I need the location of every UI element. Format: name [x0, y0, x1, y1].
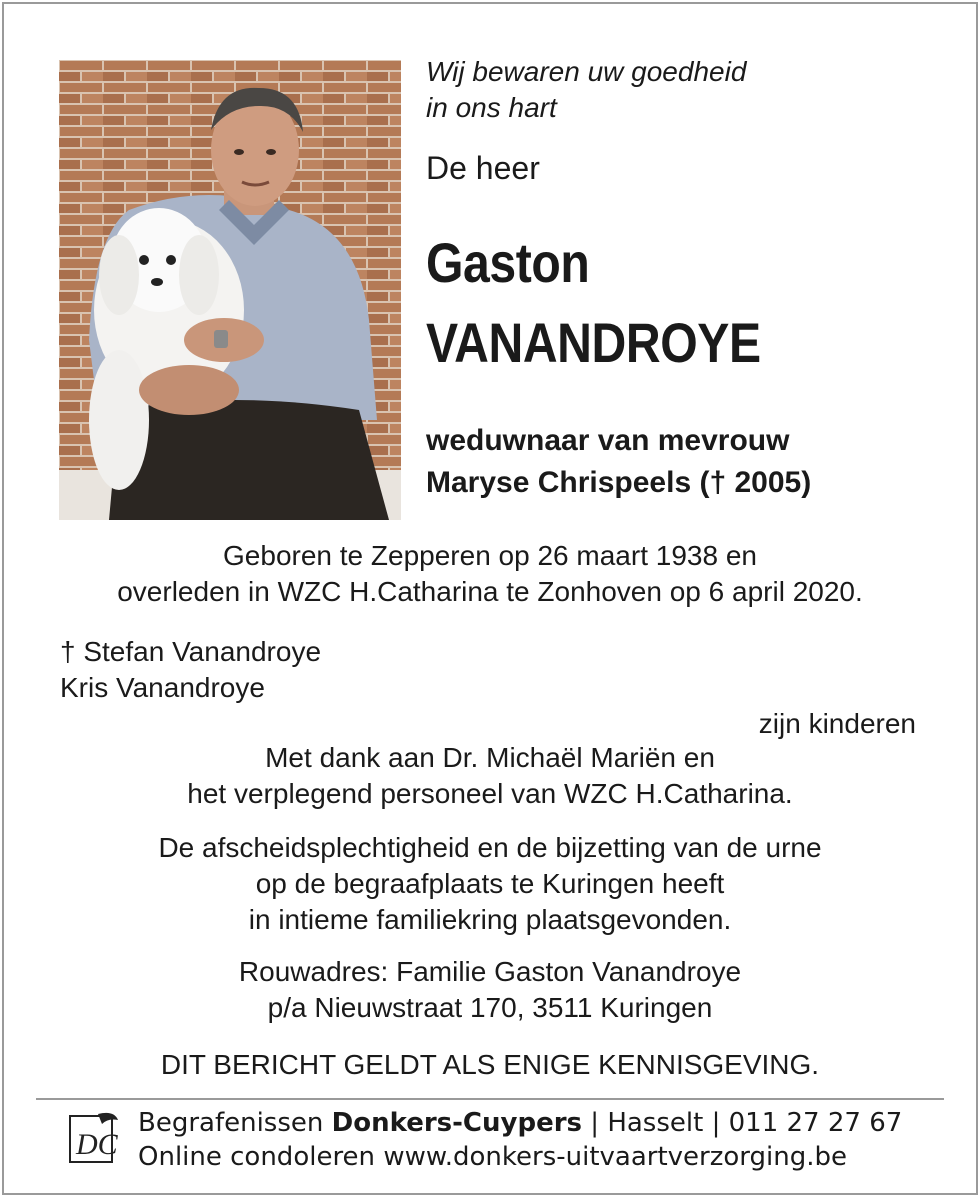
ceremony-line-3: in intieme familiekring plaatsgevonden. — [248, 904, 732, 935]
portrait-photo — [59, 60, 401, 520]
death-line: overleden in WZC H.Catharina te Zonhoven op 6 april 2020. — [117, 576, 863, 607]
honorific: De heer — [426, 150, 540, 186]
widower-line-2: Maryse Chrispeels († 2005) — [426, 466, 812, 499]
deceased-first-name: Gaston — [426, 231, 590, 294]
footer-prefix: Begrafenissen — [138, 1108, 324, 1138]
children-list — [60, 634, 321, 706]
birth-death-info — [0, 538, 980, 610]
ceremony-line-2: op de begraafplaats te Kuringen heeft — [255, 868, 725, 899]
website-link[interactable]: www.donkers-uitvaartverzorging.be — [383, 1142, 847, 1172]
funeral-home-logo — [68, 1110, 120, 1166]
deceased-last-name: VANANDROYE — [426, 311, 761, 374]
online-label: Online condoleren — [138, 1142, 376, 1172]
footer-divider — [36, 1098, 944, 1100]
footer-line-2 — [138, 1142, 847, 1172]
children-relation: zijn kinderen — [758, 708, 916, 739]
widower-info — [426, 420, 811, 504]
notice-text: DIT BERICHT GELDT ALS ENIGE KENNISGEVING. — [160, 1049, 820, 1080]
quote-line-2: in ons hart — [426, 92, 557, 123]
thanks-line-2: het verplegend personeel van WZC H.Catharina. — [187, 778, 793, 809]
ceremony-text — [0, 830, 980, 938]
ceremony-line-1: De afscheidsplechtigheid en de bijzetting van de urne — [158, 832, 822, 863]
company-name: Donkers-Cuypers — [331, 1108, 583, 1138]
birth-line: Geboren te Zepperen op 26 maart 1938 en — [223, 540, 757, 571]
address-line-2: p/a Nieuwstraat 170, 3511 Kuringen — [267, 992, 713, 1023]
child-name: Kris Vanandroye — [60, 672, 265, 703]
company-phone[interactable]: 011 27 27 67 — [728, 1108, 903, 1138]
quote-line-1: Wij bewaren uw goedheid — [426, 56, 747, 87]
company-city: Hasselt — [607, 1108, 704, 1138]
widower-line-1: weduwnaar van mevrouw — [426, 424, 790, 457]
footer-line-1: Begrafenissen Donkers-Cuypers | Hasselt | 011 27 27 67 — [138, 1108, 903, 1138]
memorial-quote — [426, 54, 746, 126]
child-name: † Stefan Vanandroye — [60, 636, 322, 667]
thanks-text — [0, 740, 980, 812]
portrait-illustration — [59, 60, 401, 520]
address-line-1: Rouwadres: Familie Gaston Vanandroye — [238, 956, 742, 987]
thanks-line-1: Met dank aan Dr. Michaël Mariën en — [265, 742, 715, 773]
mourning-address — [0, 954, 980, 1026]
svg-text:DC: DC — [76, 1128, 118, 1161]
